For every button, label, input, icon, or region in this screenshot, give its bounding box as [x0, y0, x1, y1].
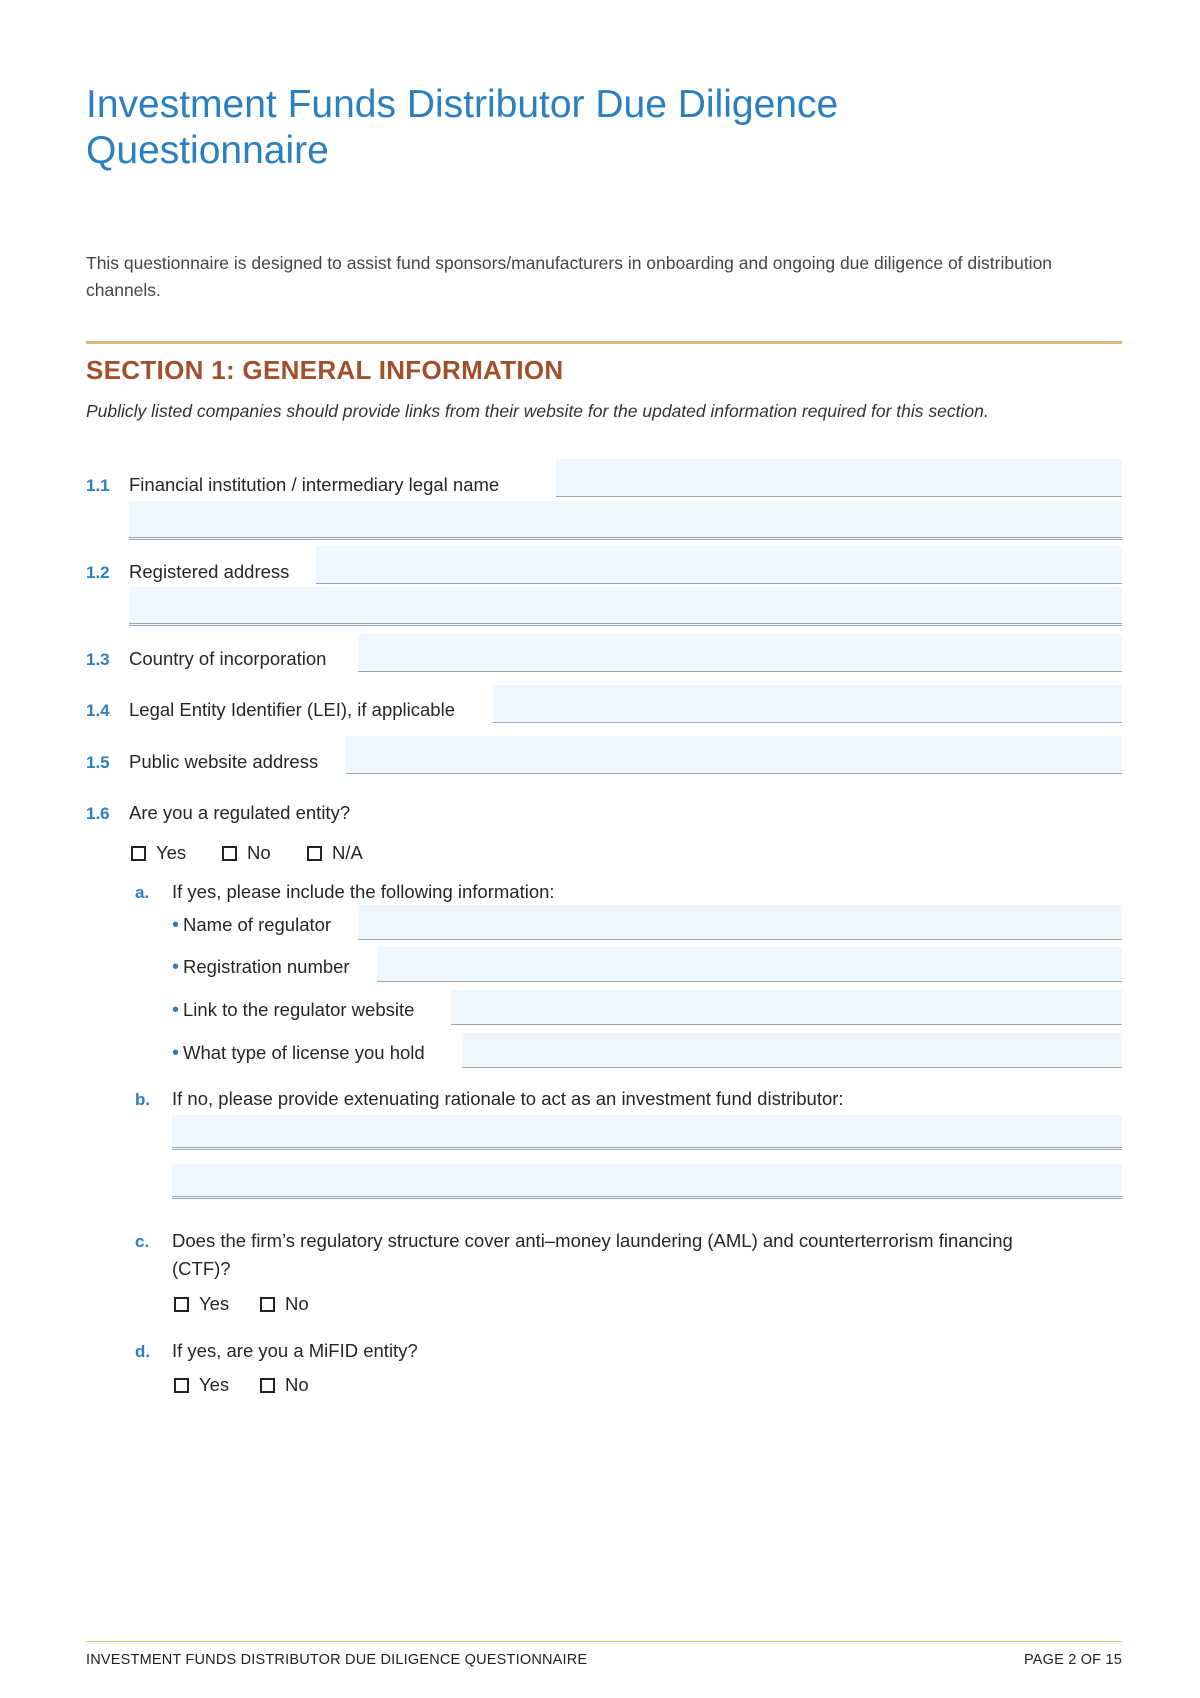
registered-address-input[interactable] — [316, 546, 1122, 584]
license-type-input[interactable] — [462, 1033, 1122, 1068]
checkbox-icon — [131, 846, 146, 861]
question-number: 1.3 — [86, 650, 110, 669]
registration-number-input[interactable] — [377, 947, 1122, 982]
checkbox-icon — [174, 1297, 189, 1312]
question-label: Financial institution / intermediary legal name — [129, 474, 500, 495]
checkbox-icon — [260, 1378, 275, 1393]
legal-name-input-line2[interactable] — [129, 501, 1122, 540]
regulator-name-input[interactable] — [358, 905, 1122, 940]
footer-divider — [86, 1641, 1122, 1642]
bullet-icon: • — [172, 956, 180, 978]
question-number: 1.6 — [86, 804, 110, 823]
question-label: Public website address — [129, 751, 319, 772]
question-number: 1.5 — [86, 753, 110, 772]
page-title-line2: Questionnaire — [86, 129, 329, 172]
question-1-6 — [86, 786, 1122, 826]
sub-question-b-text: If no, please provide extenuating rationale to act as an investment fund distributor: — [172, 1088, 844, 1109]
aml-no-checkbox[interactable]: No — [260, 1293, 309, 1315]
rationale-input-line2[interactable] — [172, 1164, 1122, 1199]
intro-text: This questionnaire is designed to assist fund sponsors/manufacturers in onboarding and ongoing due diligence of distribution channels. — [86, 253, 1053, 300]
section-heading: SECTION 1: GENERAL INFORMATION — [86, 355, 564, 385]
website-address-input[interactable] — [346, 736, 1122, 774]
footer-document-title: INVESTMENT FUNDS DISTRIBUTOR DUE DILIGENCE QUESTIONNAIRE — [86, 1652, 588, 1668]
regulator-website-label: • Link to the regulator website — [172, 999, 415, 1021]
sub-question-letter: a. — [135, 883, 150, 902]
sub-question-c-text-line1: Does the firm’s regulatory structure cover anti–money laundering (AML) and counterterrorism financing — [172, 1230, 1013, 1251]
question-label: Registered address — [129, 561, 290, 582]
page-title-line1: Investment Funds Distributor Due Diligence — [86, 83, 839, 126]
page-title — [86, 82, 1086, 174]
license-type-label: • What type of license you hold — [172, 1042, 425, 1064]
country-of-incorporation-input[interactable] — [358, 634, 1122, 672]
checkbox-icon — [174, 1378, 189, 1393]
bullet-icon: • — [172, 914, 180, 936]
legal-name-input[interactable] — [556, 459, 1122, 497]
sub-question-letter: d. — [135, 1342, 151, 1361]
aml-yes-checkbox[interactable]: Yes — [174, 1293, 229, 1315]
sub-question-d-text: If yes, are you a MiFID entity? — [172, 1340, 418, 1361]
regulated-no-checkbox[interactable]: No — [222, 842, 271, 864]
regulator-website-input[interactable] — [451, 990, 1122, 1025]
lei-input[interactable] — [493, 685, 1122, 723]
registration-number-label: • Registration number — [172, 956, 350, 978]
rationale-input-line1[interactable] — [172, 1115, 1122, 1150]
checkbox-icon — [260, 1297, 275, 1312]
sub-question-letter: c. — [135, 1232, 150, 1251]
regulator-name-label: • Name of regulator — [172, 914, 332, 936]
bullet-icon: • — [172, 1042, 180, 1064]
question-label: Are you a regulated entity? — [129, 802, 351, 823]
section-note: Publicly listed companies should provide links from their website for the updated information required for this section. — [86, 401, 989, 421]
checkbox-icon — [222, 846, 237, 861]
bullet-icon: • — [172, 999, 180, 1021]
registered-address-input-line2[interactable] — [129, 587, 1122, 626]
question-number: 1.1 — [86, 476, 110, 495]
checkbox-icon — [307, 846, 322, 861]
sub-question-c-text-line2: (CTF)? — [172, 1258, 231, 1279]
question-number: 1.2 — [86, 563, 110, 582]
question-label: Legal Entity Identifier (LEI), if applicable — [129, 699, 455, 720]
sub-question-letter: b. — [135, 1090, 151, 1109]
mifid-no-checkbox[interactable]: No — [260, 1374, 309, 1396]
regulated-na-checkbox[interactable]: N/A — [307, 842, 363, 864]
sub-question-a-text: If yes, please include the following information: — [172, 881, 555, 902]
question-label: Country of incorporation — [129, 648, 327, 669]
page-number: PAGE 2 OF 15 — [1023, 1652, 1122, 1668]
section-divider — [86, 341, 1122, 344]
regulated-yes-checkbox[interactable]: Yes — [131, 842, 186, 864]
question-number: 1.4 — [86, 701, 110, 720]
mifid-yes-checkbox[interactable]: Yes — [174, 1374, 229, 1396]
